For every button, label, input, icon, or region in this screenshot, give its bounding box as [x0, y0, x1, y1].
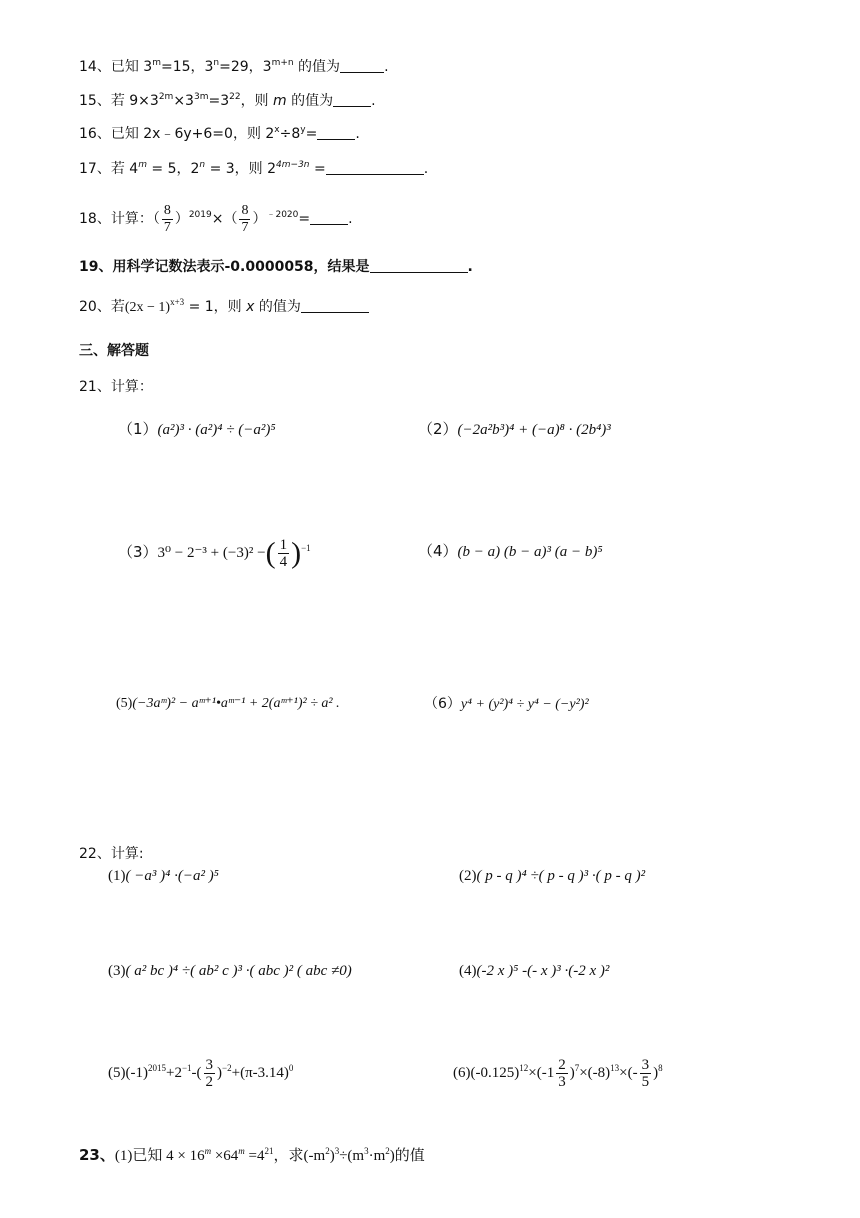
- q22-part-6: $(6)(-0.125)^{12}\times(-1$ $\frac{2}{3}$ )$^7\times(-8)^{13}\times(-$ $\frac{3}{5}$ )$^8$: [453, 1057, 663, 1091]
- question-22: 22、计算:: [79, 846, 144, 862]
- q22-part-3: (3)( a² bc )⁴ ÷( ab² c )³ ·( abc )² ( abc ≠0): [108, 963, 352, 979]
- answer-blank[interactable]: [370, 258, 468, 273]
- answer-blank[interactable]: [301, 298, 369, 313]
- fraction: $\frac{3}{5}$: [641, 1057, 650, 1091]
- q22-part-5: $(5)(-1)^{2015}+2^{-1}-$( $\frac{3}{2}$ )$^{-2}+(\pi-3.14)^0$: [108, 1057, 294, 1091]
- question-number: 14、: [79, 59, 111, 75]
- fraction: $\frac{8}{7}$: [241, 202, 249, 235]
- q22-part-1: (1)( −a³ )⁴ ·(−a² )⁵: [108, 868, 219, 884]
- q22-part-2: (2)( p - q )⁴ ÷( p - q )³ ·( p - q )²: [459, 868, 646, 884]
- q21-part-5: (5)(−3aᵐ)² − aᵐ⁺¹•aᵐ⁻¹ + 2(aᵐ⁺¹)² ÷ a² .: [116, 696, 340, 711]
- answer-blank[interactable]: [340, 58, 384, 73]
- q21-part-3: （3）3⁰ − 2⁻³ + (−3)² −( $\frac{1}{4}$ )$^{-1}$: [118, 536, 311, 571]
- q21-part-6: （6）y⁴ + (y²)⁴ ÷ y⁴ − (−y²)²: [424, 696, 589, 712]
- question-18: 18、计算：（ $\frac{8}{7}$ ）$^{2019}$×（ $\frac{8}{7}$ ）$^{﹣2020}$= .: [79, 202, 353, 235]
- fraction: $\frac{8}{7}$: [163, 202, 171, 235]
- question-21: 21、计算：: [79, 379, 153, 395]
- fraction: $\frac{3}{2}$: [205, 1057, 214, 1091]
- section-heading: 三、解答题: [79, 343, 149, 359]
- answer-blank[interactable]: [317, 125, 355, 140]
- fraction: $\frac{2}{3}$: [558, 1057, 566, 1091]
- question-19: 19、用科学记数法表示-0.0000058，结果是 .: [79, 259, 473, 275]
- question-20: 20、若$(2x - 1)^{x+3} = 1$，则 x 的值为: [79, 297, 369, 318]
- q22-part-4: (4)(-2 x )⁵ -(- x )³ ·(-2 x )²: [459, 963, 610, 979]
- answer-blank[interactable]: [333, 92, 371, 107]
- answer-blank[interactable]: [326, 160, 424, 175]
- question-15: 15、若 $9\times 3^{2m}\times 3^{3m}=3^{22}$，则 m 的值为 .: [79, 92, 376, 109]
- question-16: 16、已知 2x﹣6y+6=0，则 $2^x\div 8^y=$ .: [79, 125, 360, 142]
- question-17: 17、若 $4^m = 5$，$2^n = 3$，则 $2^{4m-3n}$ = .: [79, 160, 429, 177]
- question-23: 23、(1)已知 $4 \times 16^m \times 64^m =4^{21}$，求$(-m^2)^3\div(m^3\cdot m^2)$的值: [79, 1146, 425, 1164]
- question-14: 14、已知 $3^m=15$，$3^n=29$，$3^{m+n}$ 的值为 .: [79, 58, 389, 75]
- q21-part-4: （4）(b − a) (b − a)³ (a − b)⁵: [418, 542, 603, 560]
- answer-blank[interactable]: [310, 210, 348, 225]
- fraction: $\frac{1}{4}$: [279, 537, 288, 571]
- q21-part-1: （1）(a²)³ · (a²)⁴ ÷ (−a²)⁵: [118, 420, 276, 438]
- q21-part-2: （2）(−2a²b³)⁴ + (−a)⁸ · (2b⁴)³: [418, 420, 611, 438]
